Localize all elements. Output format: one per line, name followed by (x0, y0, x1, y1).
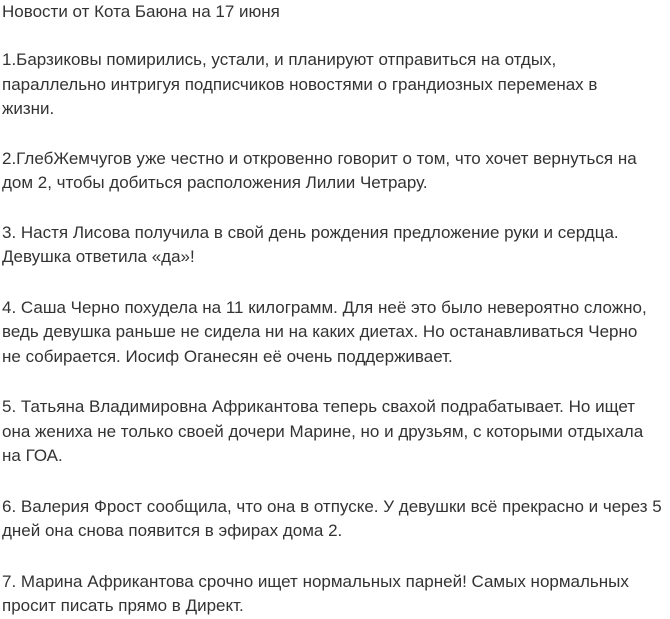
news-item-5 (2, 395, 666, 469)
news-item-5-line-3: на ГОА. (2, 446, 63, 465)
news-item-1-line-2: параллельно интригуя подписчиков новостями о грандиозных переменах в (2, 74, 598, 94)
news-item-1-line-1: 1.Барзиковы помирились, устали, и планируют отправиться на отдых, (2, 50, 557, 69)
news-item-5-line-1: 5. Татьяна Владимировна Африкантова теперь свахой подрабатывает. Но ищет (2, 397, 636, 416)
news-item-4-line-1: 4. Саша Черно похудела на 11 килограмм. Для неё это было невероятно сложно, (2, 297, 647, 317)
news-item-2 (2, 147, 666, 196)
news-item-5-line-2: она жениха не только своей дочери Марине, но и друзьям, с которыми отдыхала (2, 421, 644, 441)
news-item-6 (2, 495, 666, 544)
news-item-6-line-2: дней она снова появится в эфирах дома 2. (2, 521, 343, 540)
article (2, 0, 666, 619)
news-item-2-line-1: 2.ГлебЖемчугов уже честно и откровенно говорит о том, что хочет вернуться на (2, 148, 637, 168)
news-item-4-line-3: не собирается. Иосиф Оганесян её очень поддерживает. (2, 346, 453, 366)
news-item-2-line-2: дом 2, чтобы добиться расположения Лилии Четрару. (2, 173, 428, 192)
news-item-7 (2, 570, 666, 619)
news-item-4 (2, 296, 666, 370)
news-item-7-line-2: просит писать прямо в Директ. (2, 596, 244, 615)
news-item-1-line-3: жизни. (2, 99, 55, 118)
news-item-3-line-2: Девушка ответила «да»! (2, 247, 195, 266)
article-title: Новости от Кота Баюна на 17 июня (2, 2, 280, 21)
news-item-3-line-1: 3. Настя Лисова получила в свой день рождения предложение руки и сердца. (2, 222, 619, 242)
news-item-3 (2, 221, 666, 270)
news-item-6-line-1: 6. Валерия Фрост сообщила, что она в отпуске. У девушки всё прекрасно и через 5 (2, 496, 662, 516)
news-item-1 (2, 48, 666, 122)
news-item-7-line-1: 7. Марина Африкантова срочно ищет нормальных парней! Самых нормальных (2, 571, 629, 591)
news-item-4-line-2: ведь девушка раньше не сидела ни на каких диетах. Но останавливаться Черно (2, 322, 638, 341)
